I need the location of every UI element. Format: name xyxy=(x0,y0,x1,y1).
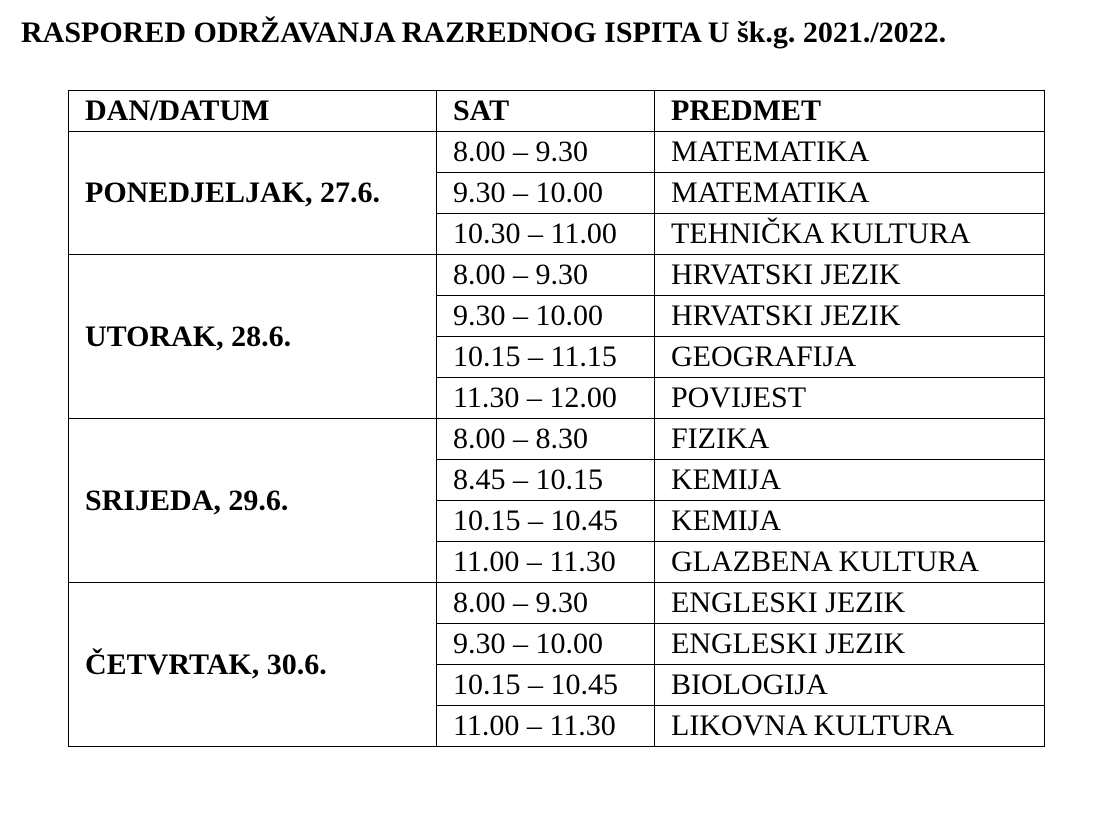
subject-cell: MATEMATIKA xyxy=(655,132,1045,173)
subject-cell: HRVATSKI JEZIK xyxy=(655,296,1045,337)
subject-cell: TEHNIČKA KULTURA xyxy=(655,214,1045,255)
subject-cell: ENGLESKI JEZIK xyxy=(655,583,1045,624)
time-cell: 8.00 – 9.30 xyxy=(437,132,655,173)
day-cell-monday: PONEDJELJAK, 27.6. xyxy=(69,132,437,255)
time-cell: 8.45 – 10.15 xyxy=(437,460,655,501)
subject-cell: BIOLOGIJA xyxy=(655,665,1045,706)
time-cell: 9.30 – 10.00 xyxy=(437,624,655,665)
subject-cell: FIZIKA xyxy=(655,419,1045,460)
schedule-body xyxy=(69,132,1045,747)
table-row xyxy=(69,583,1045,624)
page-title: RASPORED ODRŽAVANJA RAZREDNOG ISPITA U šk.g. 2021./2022. xyxy=(21,16,947,49)
time-cell: 8.00 – 8.30 xyxy=(437,419,655,460)
table-header-row xyxy=(69,91,1045,132)
time-cell: 9.30 – 10.00 xyxy=(437,173,655,214)
subject-cell: KEMIJA xyxy=(655,460,1045,501)
time-cell: 10.15 – 11.15 xyxy=(437,337,655,378)
table-row xyxy=(69,419,1045,460)
time-cell: 8.00 – 9.30 xyxy=(437,255,655,296)
exam-schedule-table xyxy=(68,90,1045,747)
column-header-time: SAT xyxy=(437,91,655,132)
time-cell: 10.15 – 10.45 xyxy=(437,665,655,706)
subject-cell: ENGLESKI JEZIK xyxy=(655,624,1045,665)
time-cell: 11.00 – 11.30 xyxy=(437,542,655,583)
table-row xyxy=(69,132,1045,173)
day-cell-tuesday: UTORAK, 28.6. xyxy=(69,255,437,419)
table-row xyxy=(69,255,1045,296)
day-cell-thursday: ČETVRTAK, 30.6. xyxy=(69,583,437,747)
time-cell: 9.30 – 10.00 xyxy=(437,296,655,337)
time-cell: 11.00 – 11.30 xyxy=(437,706,655,747)
subject-cell: POVIJEST xyxy=(655,378,1045,419)
subject-cell: GEOGRAFIJA xyxy=(655,337,1045,378)
day-cell-wednesday: SRIJEDA, 29.6. xyxy=(69,419,437,583)
time-cell: 10.15 – 10.45 xyxy=(437,501,655,542)
subject-cell: MATEMATIKA xyxy=(655,173,1045,214)
subject-cell: GLAZBENA KULTURA xyxy=(655,542,1045,583)
subject-cell: LIKOVNA KULTURA xyxy=(655,706,1045,747)
column-header-day: DAN/DATUM xyxy=(69,91,437,132)
subject-cell: KEMIJA xyxy=(655,501,1045,542)
time-cell: 11.30 – 12.00 xyxy=(437,378,655,419)
subject-cell: HRVATSKI JEZIK xyxy=(655,255,1045,296)
column-header-subject: PREDMET xyxy=(655,91,1045,132)
time-cell: 10.30 – 11.00 xyxy=(437,214,655,255)
time-cell: 8.00 – 9.30 xyxy=(437,583,655,624)
